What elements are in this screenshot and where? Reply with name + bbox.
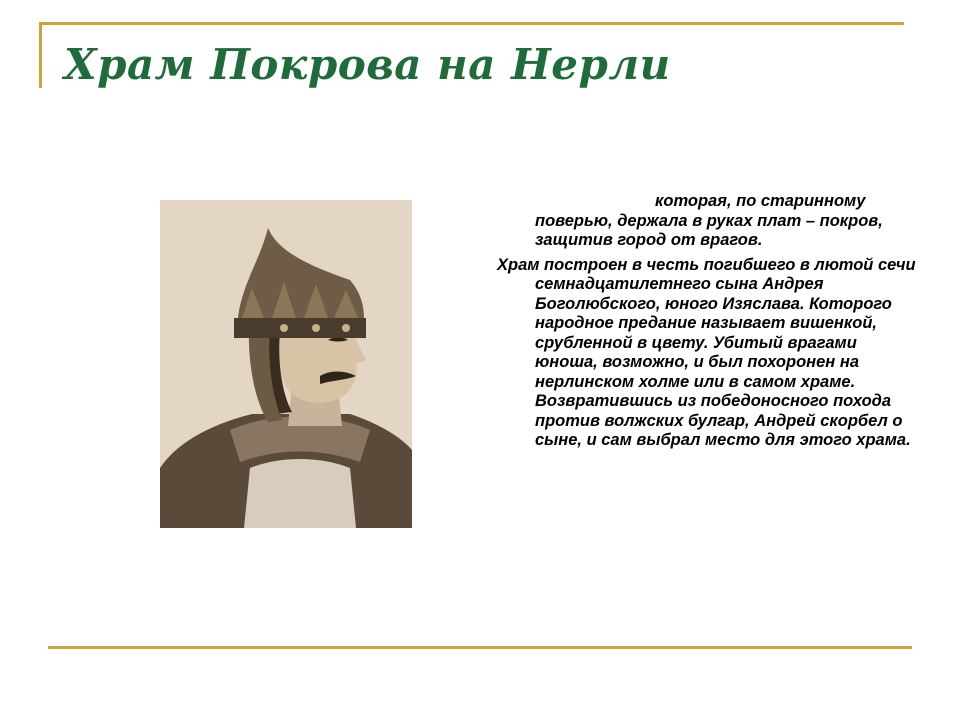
portrait-drawing (160, 200, 412, 528)
bottom-gold-rule (48, 646, 912, 649)
slide-title: Храм Покрова на Нерли (64, 40, 671, 89)
left-gold-rule (39, 22, 42, 88)
paragraph-legend: которая, по старинному поверью, держала в руках плат – покров, защитив город от врагов. (535, 192, 883, 249)
crown-jewel (312, 324, 320, 332)
crown-jewel (280, 324, 288, 332)
paragraph-history: Храм построен в честь погибшего в лютой сечи семнадцатилетнего сына Андрея Боголюбского, юного Изяслава. Которого народное предание называет вишенкой, срубленной в цвету. Убитый врагами юноша, возможно, и был похоронен на нерлинском холме или в самом храме. Возвратившись из победоносного похода против волжских булгар, Андрей скорбел о сыне, и сам выбрал место для этого храма. (497, 255, 916, 449)
body-text (497, 192, 917, 456)
chest-plate (244, 459, 356, 528)
top-gold-rule (40, 22, 904, 25)
prince-portrait-image (160, 200, 412, 528)
crown-jewel (342, 324, 350, 332)
